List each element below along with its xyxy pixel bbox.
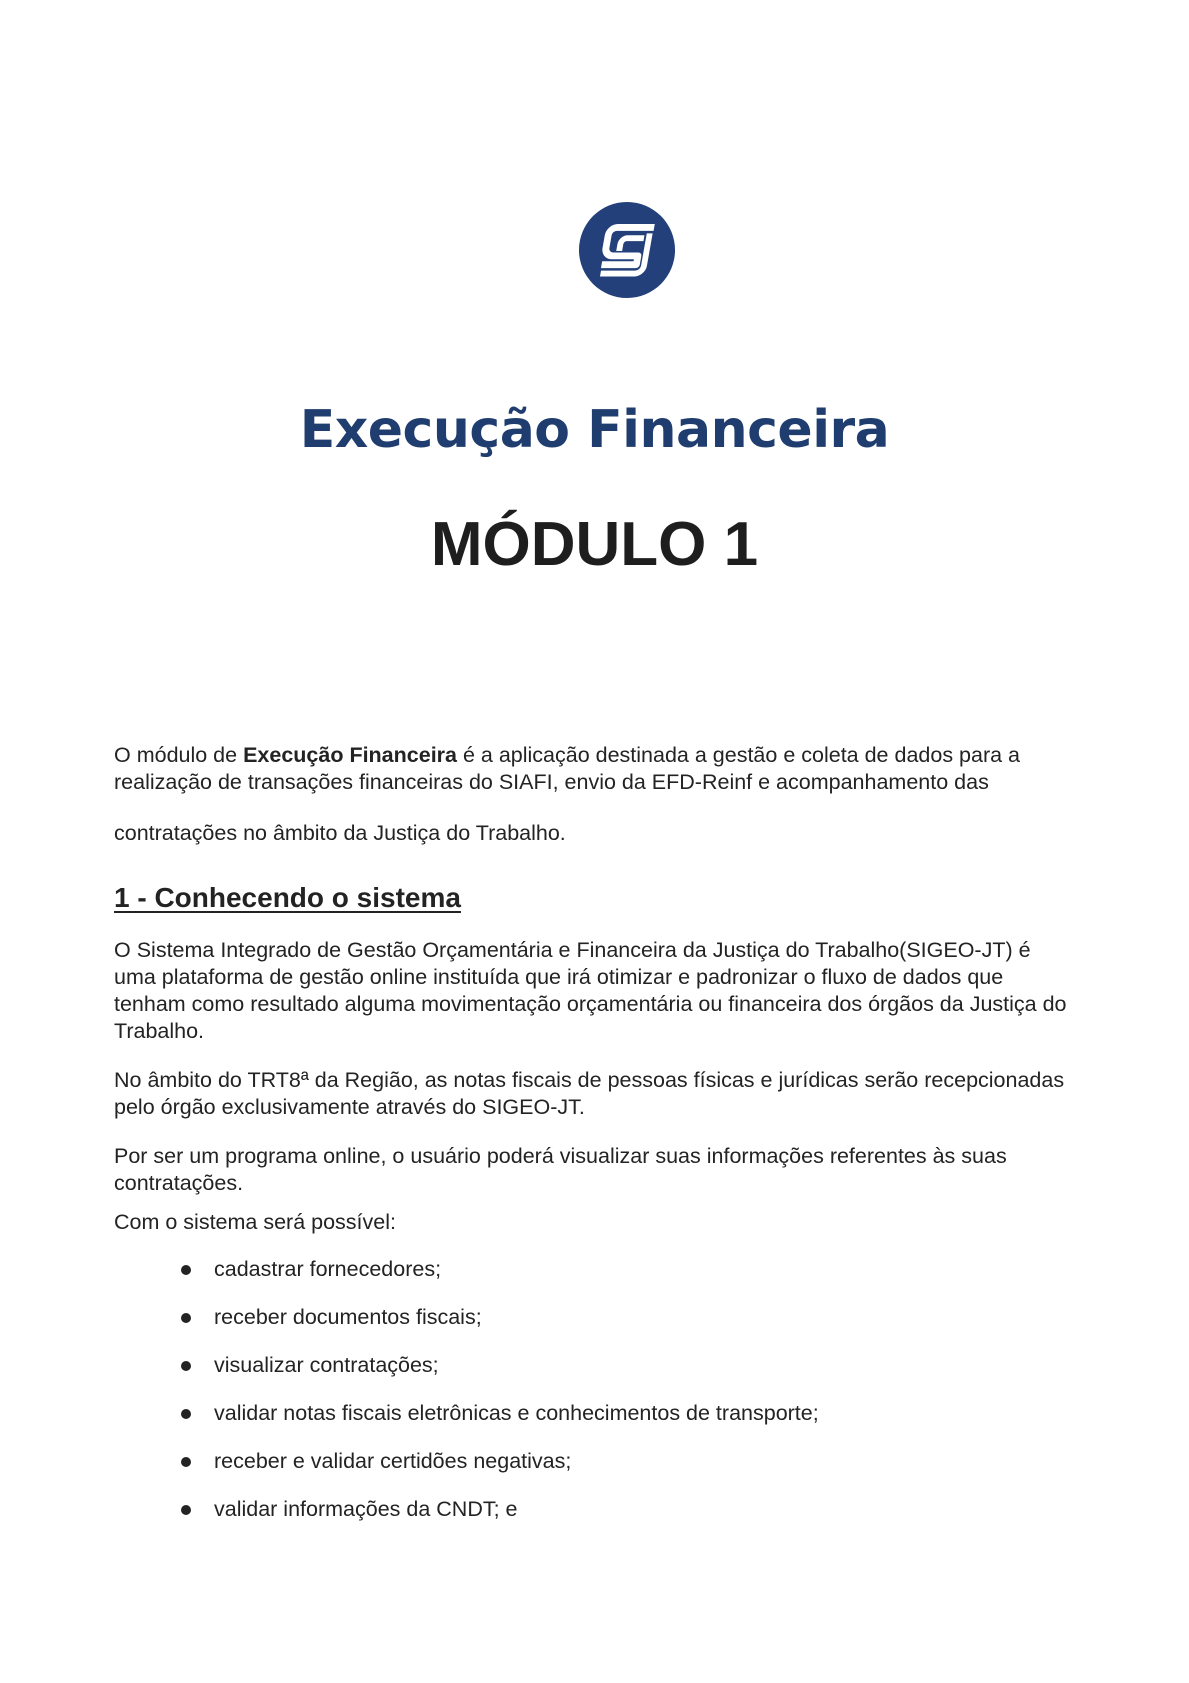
bullet-icon	[181, 1265, 191, 1275]
intro-continuation: contratações no âmbito da Justiça do Trabalho.	[114, 821, 566, 845]
intro-suffix: é a aplicação destinada a gestão e coleta de dados para a realização de transações financeiras do SIAFI, envio da EFD-Reinf e acompanhamento das	[114, 743, 1020, 794]
intro-bold-term: Execução Financeira	[243, 743, 457, 767]
section-title: 1 - Conhecendo o sistema	[114, 882, 461, 913]
list-item-text: validar notas fiscais eletrônicas e conhecimentos de transporte;	[214, 1401, 819, 1425]
paragraph-trt: No âmbito do TRT8ª da Região, as notas fiscais de pessoas físicas e jurídicas serão recepcionadas pelo órgão exclusivamente através do SIGEO-JT.	[114, 1068, 1065, 1119]
paragraph-online: Por ser um programa online, o usuário poderá visualizar suas informações referentes às suas contratações.	[114, 1144, 1007, 1195]
intro-paragraph	[114, 742, 1074, 796]
list-item	[114, 1496, 1074, 1544]
list-item	[114, 1400, 1074, 1448]
paragraph-sigeo: O Sistema Integrado de Gestão Orçamentária e Financeira da Justiça do Trabalho(SIGEO-JT) é uma plataforma de gestão online instituída que irá otimizar e padronizar o fluxo de dados que tenham como resultado alguma movimentação orçamentária ou financeira dos órgãos da Justiça do Trabalho.	[114, 938, 1067, 1043]
paragraph-possible: Com o sistema será possível:	[114, 1210, 396, 1234]
feature-list	[114, 1256, 1074, 1544]
bullet-icon	[181, 1505, 191, 1515]
bullet-icon	[181, 1457, 191, 1467]
list-item-text: validar informações da CNDT; e	[214, 1497, 518, 1521]
list-item-text: receber documentos fiscais;	[214, 1305, 482, 1329]
brand-title: Execução Financeira	[299, 400, 890, 460]
intro-prefix: O módulo de	[114, 743, 244, 767]
list-item-text: visualizar contratações;	[214, 1353, 439, 1377]
document-body	[114, 742, 1074, 1544]
bullet-icon	[181, 1313, 191, 1323]
list-item-text: cadastrar fornecedores;	[214, 1257, 442, 1281]
module-title: MÓDULO 1	[430, 510, 759, 579]
list-item	[114, 1256, 1074, 1304]
list-item-text: receber e validar certidões negativas;	[214, 1449, 572, 1473]
bullet-icon	[181, 1409, 191, 1419]
list-item	[114, 1352, 1074, 1400]
siafi-logo-icon	[578, 201, 676, 299]
bullet-icon	[181, 1361, 191, 1371]
list-item	[114, 1448, 1074, 1496]
list-item	[114, 1304, 1074, 1352]
